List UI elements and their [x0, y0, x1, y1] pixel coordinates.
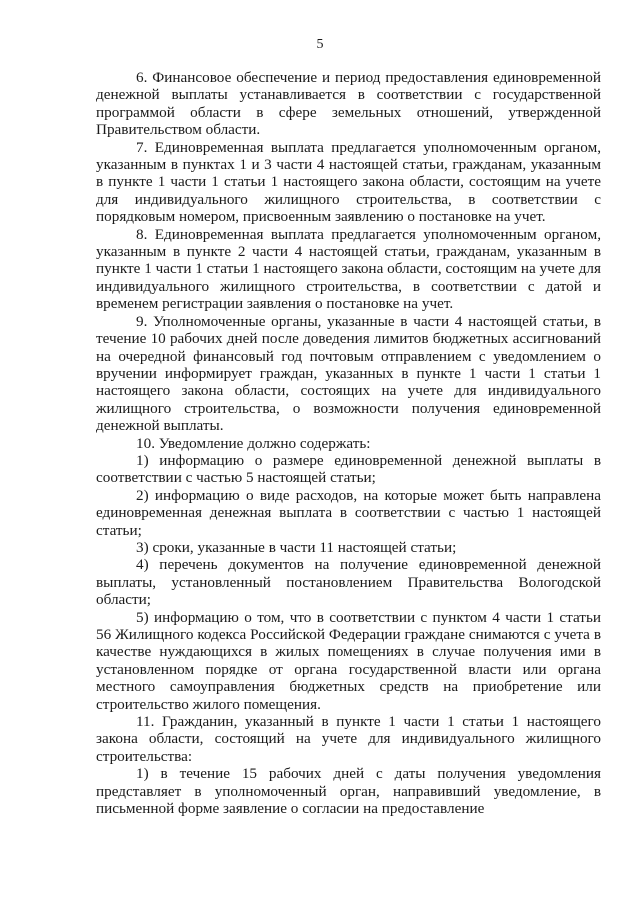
paragraph-7: 7. Единовременная выплата предлагается уполномоченным органом, указанным в пунктах 1 и 3 части 4 настоящей статьи, гражданам, указанным в пункте 1 части 1 статьи 1 настоящего закона области, состоящим на учете для индивидуального жилищного строительства, в соответствии с порядковым номером, присвоенным заявлению о постановке на учет. [96, 138, 601, 226]
paragraph-6: 6. Финансовое обеспечение и период предоставления единовременной денежной выплаты устанавливается в соответствии с государственной программой области в сфере земельных отношений, утвержденной Правительством области. [96, 69, 601, 139]
paragraph-10-item-2: 2) информацию о виде расходов, на которые может быть направлена единовременная денежная выплата в соответствии с частью 1 настоящей статьи; [96, 486, 601, 539]
paragraph-10: 10. Уведомление должно содержать: [136, 434, 371, 452]
paragraph-10-item-3: 3) сроки, указанные в части 11 настоящей статьи; [136, 538, 457, 556]
paragraph-11: 11. Гражданин, указанный в пункте 1 части 1 статьи 1 настоящего закона области, состоящий на учете для индивидуального жилищного строительства: [96, 713, 601, 765]
document-body [96, 69, 601, 817]
page-number: 5 [316, 37, 324, 52]
paragraph-9: 9. Уполномоченные органы, указанные в части 4 настоящей статьи, в течение 10 рабочих дней после доведения лимитов бюджетных ассигнований на очередной финансовый год почтовым отправлением с уведомлением о вручении информирует граждан, указанных в пункте 1 части 1 статьи 1 настоящего закона области, состоящих на учете для индивидуального жилищного строительства, о возможности получения единовременной денежной выплаты. [96, 312, 601, 435]
paragraph-8: 8. Единовременная выплата предлагается уполномоченным органом, указанным в пункте 2 части 4 настоящей статьи, гражданам, указанным в пункте 1 части 1 статьи 1 настоящего закона области, состоящим на учете для индивидуального жилищного строительства, в соответствии с датой и временем регистрации заявления о постановке на учет. [96, 225, 601, 313]
paragraph-11-item-1: 1) в течение 15 рабочих дней с даты получения уведомления представляет в уполномоченный орган, направивший уведомление, в письменной форме заявление о согласии на предоставление [96, 765, 601, 818]
paragraph-10-item-1: 1) информацию о размере единовременной денежной выплаты в соответствии с частью 5 настоящей статьи; [96, 451, 601, 487]
paragraph-10-item-4: 4) перечень документов на получение единовременной денежной выплаты, установленный постановлением Правительства Вологодской области; [96, 556, 601, 609]
paragraph-10-item-5: 5) информацию о том, что в соответствии с пунктом 4 части 1 статьи 56 Жилищного кодекса Российской Федерации граждане снимаются с учета в качестве нуждающихся в жилых помещениях в случае получения ими в установленном порядке от органа государственной власти или органа местного самоуправления бюджетных средств на приобретение или строительство жилого помещения. [96, 608, 601, 713]
